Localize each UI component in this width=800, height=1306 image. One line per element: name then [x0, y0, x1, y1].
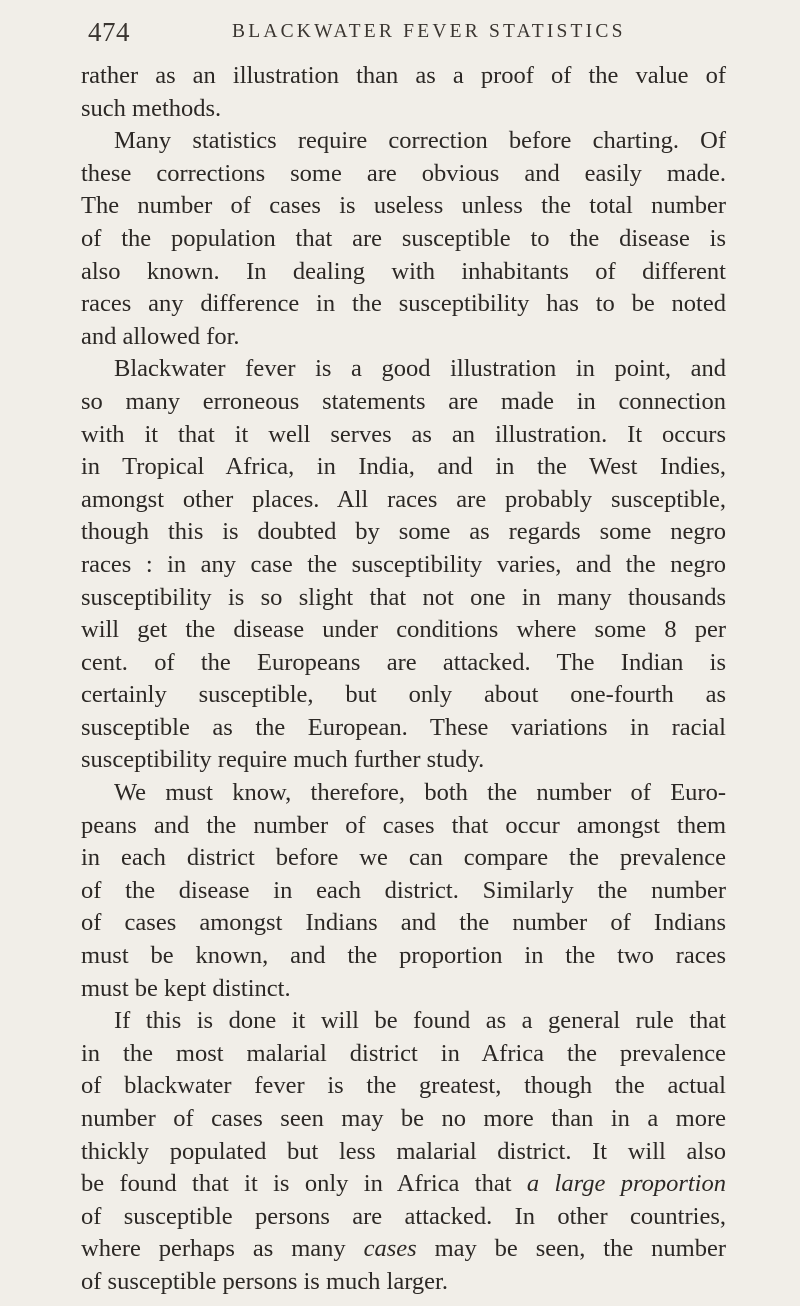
text-line: We must know, therefore, both the number of Euro- [114, 779, 726, 807]
body-text [81, 60, 726, 1299]
text-line: certainly susceptible, but only about one-fourth as [81, 681, 726, 709]
text-line: If this is done it will be found as a general rule that [114, 1007, 726, 1035]
text-line: susceptibility is so slight that not one in many thousands [81, 583, 726, 611]
text-line: number of cases seen may be no more than in a more [81, 1105, 726, 1132]
text-line: these corrections some are obvious and easily made. [81, 159, 726, 187]
text-line: amongst other places. All races are probably susceptible, [81, 485, 726, 513]
text-line: must be kept distinct. [81, 974, 291, 1002]
text-line: so many erroneous statements are made in connection [81, 387, 726, 415]
text-line: Blackwater fever is a good illustration in point, and [114, 355, 726, 383]
text-line: of cases amongst Indians and the number of Indians [81, 909, 726, 937]
text-line: thickly populated but less malarial district. It will also [81, 1137, 726, 1165]
page-number: 474 [88, 17, 130, 47]
page-header [80, 12, 760, 52]
text-line: cent. of the Europeans are attacked. The Indian is [81, 648, 726, 676]
text-line: of the disease in each district. Similarly the number [81, 876, 726, 904]
text-line: races : in any case the susceptibility varies, and the negro [81, 550, 726, 578]
text-line: of susceptible persons are attacked. In other countries, [81, 1202, 726, 1230]
text-line: of blackwater fever is the greatest, though the actual [81, 1072, 726, 1100]
text-line: with it that it well serves as an illustration. It occurs [81, 420, 726, 448]
text-line: of susceptible persons is much larger. [81, 1267, 448, 1295]
text-line: races any difference in the susceptibility has to be noted [81, 290, 726, 318]
text-line: susceptible as the European. These variations in racial [81, 713, 726, 741]
running-head: BLACKWATER FEVER STATISTICS [232, 21, 626, 42]
text-line: Many statistics require correction before charting. Of [114, 127, 726, 155]
text-line: where perhaps as many cases may be seen, the number [81, 1235, 726, 1263]
text-line: must be known, and the proportion in the two races [81, 942, 726, 970]
text-line: and allowed for. [81, 322, 240, 350]
text-line: though this is doubted by some as regards some negro [81, 518, 726, 546]
text-line: also known. In dealing with inhabitants of different [81, 257, 726, 285]
text-line: The number of cases is useless unless the total number [81, 192, 726, 220]
text-line: in Tropical Africa, in India, and in the West Indies, [81, 453, 726, 481]
text-line: in each district before we can compare the prevalence [81, 844, 726, 872]
text-line: of the population that are susceptible to the disease is [81, 224, 726, 252]
text-line: will get the disease under conditions where some 8 per [81, 616, 726, 644]
text-line: susceptibility require much further study. [81, 746, 485, 774]
text-line: rather as an illustration than as a proof of the value of [81, 62, 726, 89]
text-line: in the most malarial district in Africa the prevalence [81, 1039, 726, 1067]
text-line: such methods. [81, 94, 222, 122]
text-line: peans and the number of cases that occur amongst them [81, 811, 726, 839]
text-line: be found that it is only in Africa that a large proportion [81, 1170, 726, 1198]
